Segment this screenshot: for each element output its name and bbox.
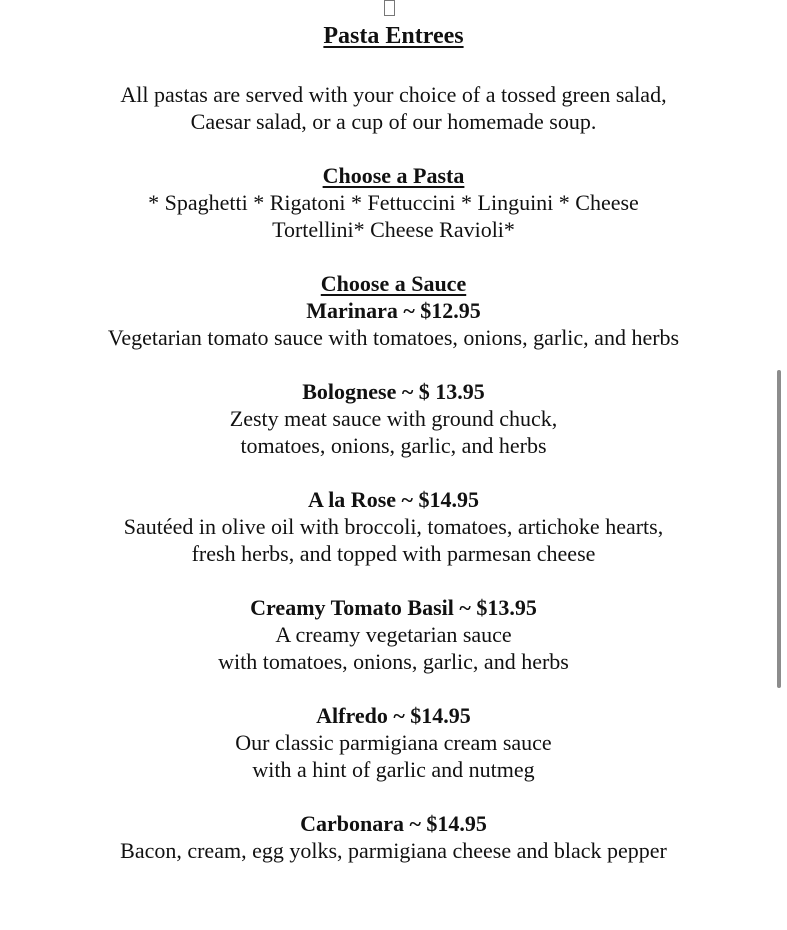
sauce-bolognese-name-price: Bolognese ~ $ 13.95 (302, 379, 485, 404)
sauce-carbonara-name-price: Carbonara ~ $14.95 (300, 811, 487, 836)
sauce-creamy-tomato-basil-name-price: Creamy Tomato Basil ~ $13.95 (250, 595, 537, 620)
sauce-bolognese-description-1: Zesty meat sauce with ground chuck, (229, 406, 558, 431)
sauce-marinara-description: Vegetarian tomato sauce with tomatoes, onions, garlic, and herbs (107, 325, 680, 350)
sauce-carbonara-description: Bacon, cream, egg yolks, parmigiana cheese and black pepper (120, 838, 667, 863)
intro-line-2: Caesar salad, or a cup of our homemade soup. (190, 109, 597, 134)
sauce-creamy-tomato-basil-description-2: with tomatoes, onions, garlic, and herbs (218, 649, 569, 674)
choose-sauce-heading: Choose a Sauce (320, 271, 467, 296)
sauce-alfredo-description-1: Our classic parmigiana cream sauce (235, 730, 552, 755)
intro-line-1: All pastas are served with your choice of a tossed green salad, (120, 82, 667, 107)
pasta-options-line-2: Tortellini* Cheese Ravioli* (272, 217, 515, 242)
sauce-bolognese-description-2: tomatoes, onions, garlic, and herbs (240, 433, 547, 458)
menu-title (0, 22, 787, 50)
sauce-alfredo-description-2: with a hint of garlic and nutmeg (252, 757, 535, 782)
vertical-scrollbar[interactable] (777, 370, 781, 688)
choose-pasta-heading: Choose a Pasta (322, 163, 465, 188)
pasta-options-line-1: * Spaghetti * Rigatoni * Fettuccini * Linguini * Cheese (148, 190, 639, 215)
image-placeholder-icon (384, 0, 395, 16)
sauce-creamy-tomato-basil-description-1: A creamy vegetarian sauce (275, 622, 512, 647)
sauce-a-la-rose-description-1: Sautéed in olive oil with broccoli, tomatoes, artichoke hearts, (123, 514, 664, 539)
sauce-a-la-rose-description-2: fresh herbs, and topped with parmesan cheese (191, 541, 596, 566)
sauce-marinara-name-price: Marinara ~ $12.95 (306, 298, 481, 323)
sauce-a-la-rose-name-price: A la Rose ~ $14.95 (308, 487, 479, 512)
sauce-alfredo-name-price: Alfredo ~ $14.95 (316, 703, 471, 728)
menu-title-text: Pasta Entrees (323, 23, 464, 49)
